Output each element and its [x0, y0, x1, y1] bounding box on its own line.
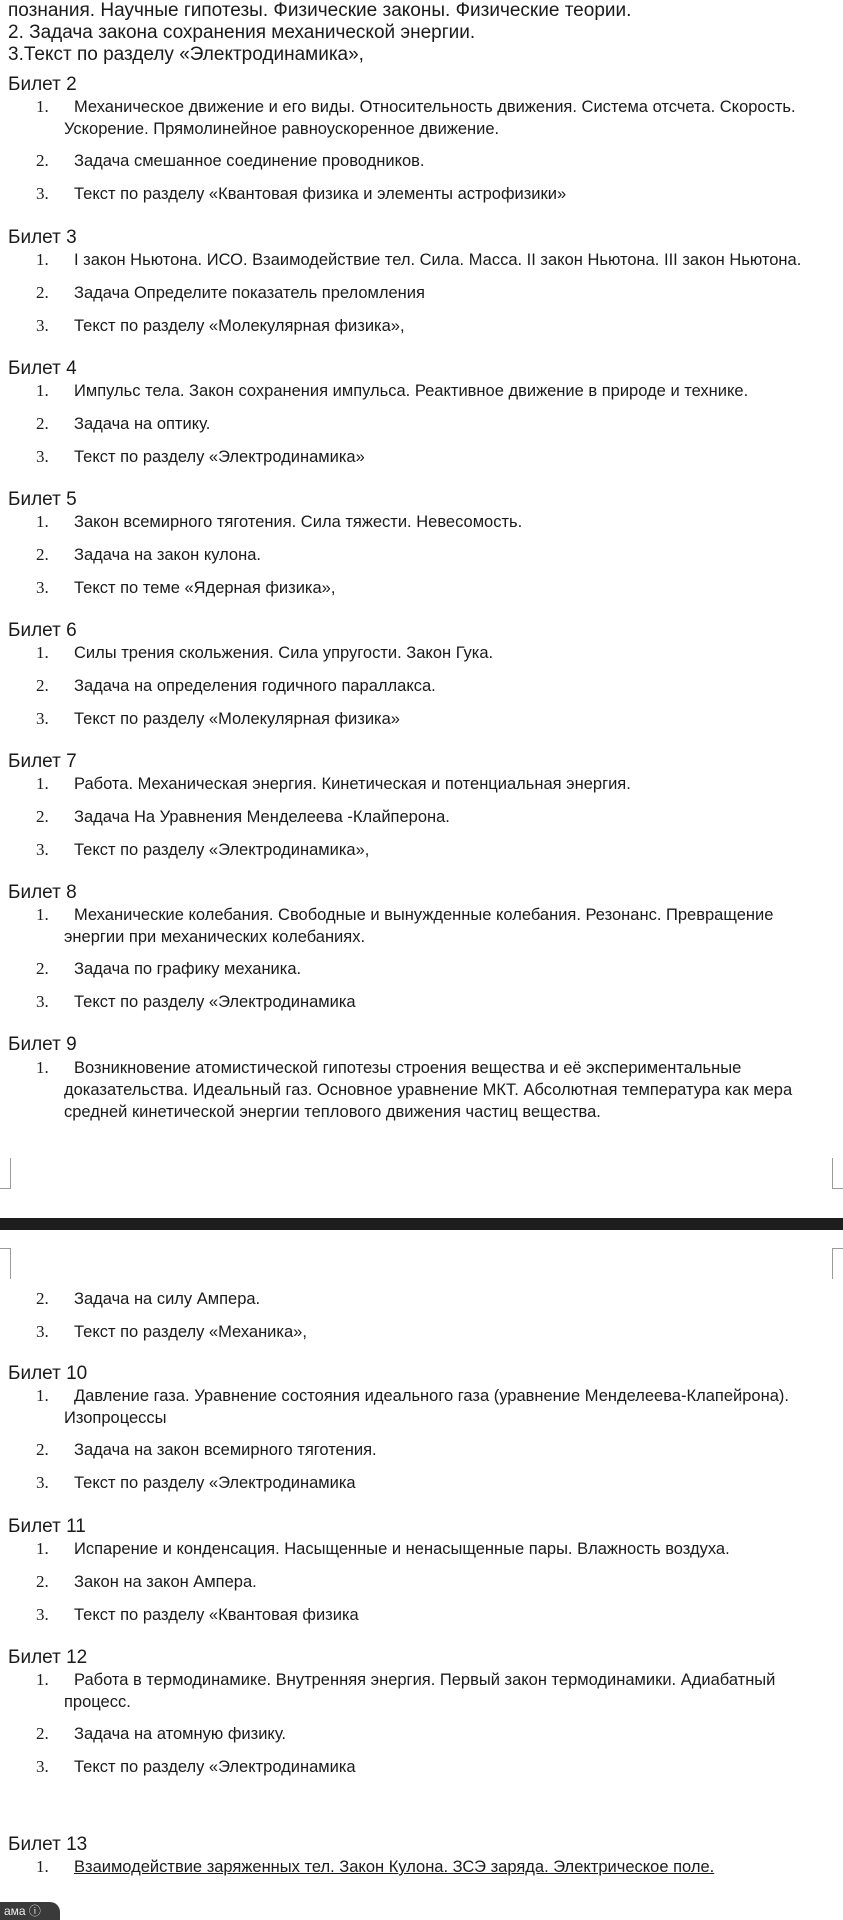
ticket-title: Билет 6 [8, 620, 77, 641]
list-item: 3. Текст по разделу «Электродинамика [36, 1757, 356, 1776]
intro-line-1: познания. Научные гипотезы. Физические законы. Физические теории. [8, 0, 632, 21]
list-item: 3. Текст по разделу «Молекулярная физика», [36, 316, 405, 335]
ticket-title: Билет 2 [8, 74, 77, 95]
ticket-title: Билет 4 [8, 358, 77, 379]
list-item: 2. Задача на оптику. [36, 414, 211, 433]
list-item: 1. Силы трения скольжения. Сила упругости. Закон Гука. [36, 643, 494, 662]
list-item: 3. Текст по разделу «Электродинамика [36, 992, 356, 1011]
ticket-title: Билет 3 [8, 227, 77, 248]
list-item: 2. Задача На Уравнения Менделеева -Клайперона. [36, 807, 450, 826]
list-item: 3. Текст по разделу «Молекулярная физика» [36, 709, 400, 728]
list-item: 1. Возникновение атомистической гипотезы строения вещества и её экспериментальные доказательства. Идеальный газ. Основное уравнение МКТ. Абсолютная температура как мера средней кинетической энергии теплового движения частиц вещества. [36, 1058, 793, 1121]
list-item: 3. Текст по теме «Ядерная физика», [36, 578, 336, 597]
list-item: 1. Механическое движение и его виды. Относительность движения. Система отсчета. Скорость. Ускорение. Прямолинейное равноускоренное движение. [36, 97, 796, 138]
intro-line-2: 2. Задача закона сохранения механической энергии. [8, 22, 476, 43]
page-corner-mark [0, 1248, 11, 1279]
ticket-title: Билет 5 [8, 489, 77, 510]
list-item: 2. Задача смешанное соединение проводников. [36, 151, 425, 170]
list-item: 1. Импульс тела. Закон сохранения импульса. Реактивное движение в природе и технике. [36, 381, 749, 400]
list-item: 1. Работа. Механическая энергия. Кинетическая и потенциальная энергия. [36, 774, 631, 793]
ticket-title: Билет 10 [8, 1363, 88, 1384]
list-item: 1. Взаимодействие заряженных тел. Закон Кулона. ЗСЭ заряда. Электрическое поле. [36, 1857, 715, 1876]
list-item: 2. Задача на силу Ампера. [36, 1289, 261, 1308]
list-item: 1. Механические колебания. Свободные и вынужденные колебания. Резонанс. Превращение энергии при механических колебаниях. [36, 905, 774, 946]
list-item: 2. Задача на определения годичного параллакса. [36, 676, 436, 695]
list-item: 3. Текст по разделу «Квантовая физика [36, 1605, 359, 1624]
list-item: 3. Текст по разделу «Электродинамика [36, 1473, 356, 1492]
list-item: 1. Давление газа. Уравнение состояния идеального газа (уравнение Менделеева-Клапейрона). Изопроцессы [36, 1386, 789, 1427]
ticket-title: Билет 12 [8, 1647, 88, 1668]
list-item: 1. Закон всемирного тяготения. Сила тяжести. Невесомость. [36, 512, 523, 531]
ticket-title: Билет 7 [8, 751, 77, 772]
page-break [0, 1218, 843, 1230]
list-item: 1. Работа в термодинамике. Внутренняя энергия. Первый закон термодинамики. Адиабатный процесс. [36, 1670, 776, 1711]
document-page-2 [0, 1230, 843, 1920]
list-item: 2. Задача Определите показатель преломления [36, 283, 425, 302]
list-item: 3. Текст по разделу «Механика», [36, 1322, 307, 1341]
list-item: 1. Испарение и конденсация. Насыщенные и ненасыщенные пары. Влажность воздуха. [36, 1539, 730, 1558]
list-item: 2. Задача по графику механика. [36, 959, 302, 978]
ticket-title: Билет 11 [8, 1516, 86, 1537]
list-item: 2. Задача на закон всемирного тяготения. [36, 1440, 377, 1459]
list-item: 2. Закон на закон Ампера. [36, 1572, 257, 1591]
zoom-chip[interactable]: ама ⓘ [0, 1902, 60, 1920]
page-corner-mark [832, 1248, 843, 1279]
list-item: 2. Задача на закон кулона. [36, 545, 261, 564]
intro-line-3: 3.Текст по разделу «Электродинамика», [8, 44, 364, 65]
ticket-title: Билет 13 [8, 1834, 88, 1855]
page-corner-mark [832, 1158, 843, 1189]
list-item: 3. Текст по разделу «Квантовая физика и элементы астрофизики» [36, 184, 567, 203]
list-item: 3. Текст по разделу «Электродинамика», [36, 840, 370, 859]
list-item: 1. I закон Ньютона. ИСО. Взаимодействие тел. Сила. Масса. II закон Ньютона. III закон Ньютона. [36, 250, 802, 269]
list-item: 3. Текст по разделу «Электродинамика» [36, 447, 365, 466]
list-item: 2. Задача на атомную физику. [36, 1724, 287, 1743]
ticket-title: Билет 8 [8, 882, 77, 903]
ticket-title: Билет 9 [8, 1034, 77, 1055]
page-corner-mark [0, 1158, 11, 1189]
